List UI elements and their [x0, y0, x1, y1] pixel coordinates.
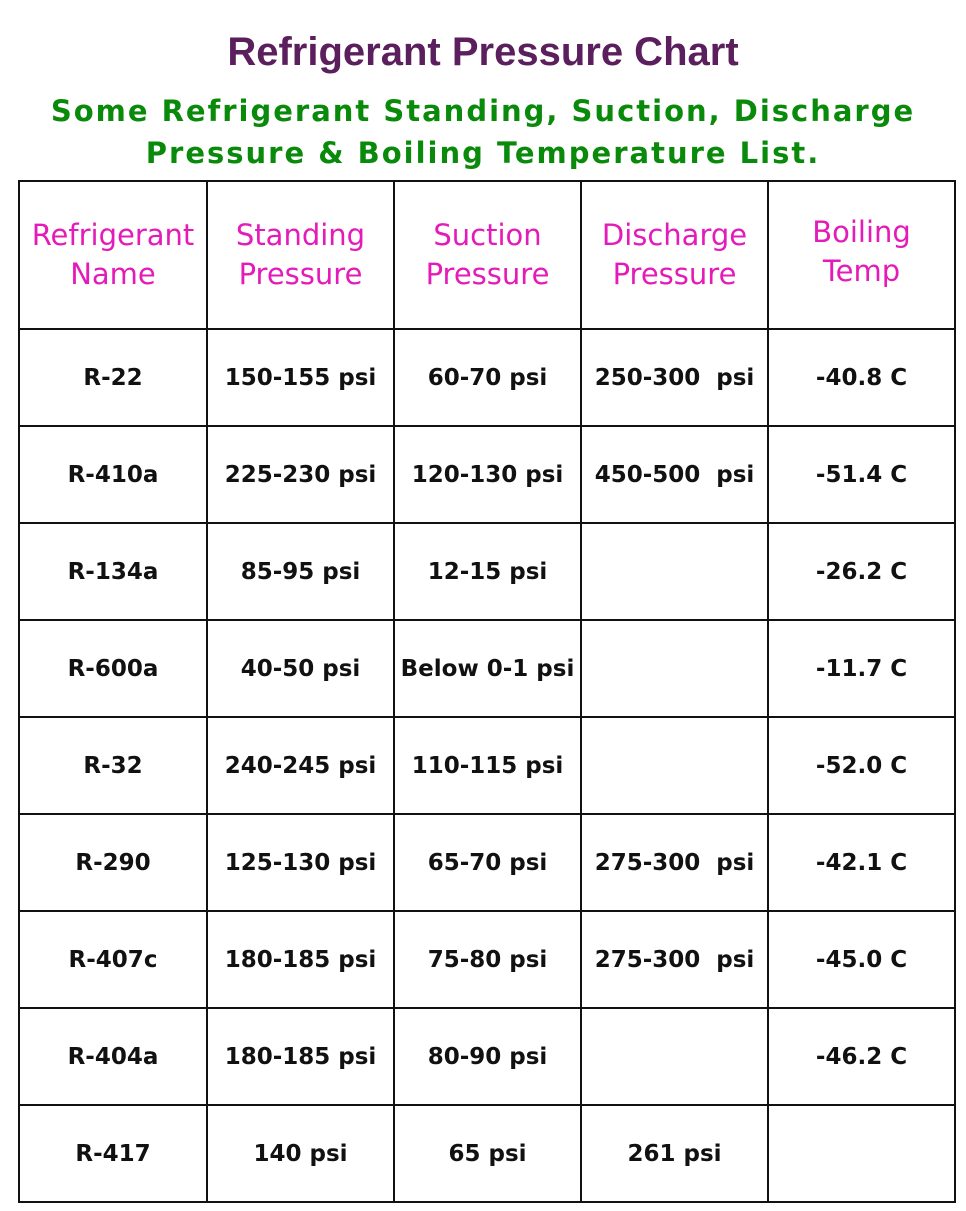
cell-name: R-417	[19, 1105, 207, 1202]
cell-suction: Below 0-1 psi	[394, 620, 581, 717]
header-line: Refrigerant	[31, 218, 195, 252]
cell-boiling: -45.0 C	[768, 911, 955, 1008]
cell-boiling: -51.4 C	[768, 426, 955, 523]
cell-discharge	[581, 523, 768, 620]
cell-boiling: -26.2 C	[768, 523, 955, 620]
subtitle-line-1: Some Refrigerant Standing, Suction, Discharge	[50, 94, 916, 128]
cell-boiling: -40.8 C	[768, 329, 955, 426]
table-row	[19, 911, 955, 1008]
subtitle-line-2: Pressure & Boiling Temperature List.	[145, 136, 821, 170]
cell-standing: 180-185 psi	[207, 1008, 394, 1105]
header-refrigerant-name	[19, 181, 207, 329]
cell-suction: 80-90 psi	[394, 1008, 581, 1105]
header-standing-pressure	[207, 181, 394, 329]
cell-suction: 110-115 psi	[394, 717, 581, 814]
table-row	[19, 523, 955, 620]
cell-standing: 140 psi	[207, 1105, 394, 1202]
table-row	[19, 426, 955, 523]
cell-name: R-410a	[19, 426, 207, 523]
cell-standing: 40-50 psi	[207, 620, 394, 717]
page-title: Refrigerant Pressure Chart	[227, 30, 739, 74]
table-row	[19, 814, 955, 911]
header-line: Pressure	[425, 257, 550, 291]
cell-discharge: 450-500 psi	[581, 426, 768, 523]
cell-standing: 225-230 psi	[207, 426, 394, 523]
cell-discharge: 261 psi	[581, 1105, 768, 1202]
cell-suction: 65 psi	[394, 1105, 581, 1202]
cell-name: R-290	[19, 814, 207, 911]
table-row	[19, 1105, 955, 1202]
cell-standing: 240-245 psi	[207, 717, 394, 814]
cell-boiling: -11.7 C	[768, 620, 955, 717]
cell-name: R-134a	[19, 523, 207, 620]
cell-discharge: 275-300 psi	[581, 814, 768, 911]
header-line: Suction	[433, 218, 542, 252]
cell-discharge	[581, 1008, 768, 1105]
table-row	[19, 620, 955, 717]
cell-standing: 125-130 psi	[207, 814, 394, 911]
header-line: Standing	[235, 218, 366, 252]
cell-name: R-404a	[19, 1008, 207, 1105]
cell-discharge: 275-300 psi	[581, 911, 768, 1008]
cell-name: R-32	[19, 717, 207, 814]
cell-boiling: -52.0 C	[768, 717, 955, 814]
page-subtitle	[0, 90, 966, 174]
header-line: Pressure	[612, 257, 737, 291]
cell-suction: 60-70 psi	[394, 329, 581, 426]
cell-suction: 12-15 psi	[394, 523, 581, 620]
header-line: Temp	[822, 254, 901, 288]
cell-boiling: -46.2 C	[768, 1008, 955, 1105]
cell-standing: 85-95 psi	[207, 523, 394, 620]
cell-boiling: -42.1 C	[768, 814, 955, 911]
header-boiling-temp	[768, 181, 955, 329]
cell-boiling	[768, 1105, 955, 1202]
table-row	[19, 717, 955, 814]
cell-suction: 75-80 psi	[394, 911, 581, 1008]
cell-standing: 180-185 psi	[207, 911, 394, 1008]
header-discharge-pressure	[581, 181, 768, 329]
cell-suction: 120-130 psi	[394, 426, 581, 523]
cell-name: R-600a	[19, 620, 207, 717]
header-line: Discharge	[601, 218, 748, 252]
cell-suction: 65-70 psi	[394, 814, 581, 911]
header-line: Boiling	[812, 215, 911, 249]
cell-discharge: 250-300 psi	[581, 329, 768, 426]
cell-discharge	[581, 717, 768, 814]
header-line: Name	[70, 257, 156, 291]
header-suction-pressure	[394, 181, 581, 329]
cell-name: R-22	[19, 329, 207, 426]
table-row	[19, 1008, 955, 1105]
cell-standing: 150-155 psi	[207, 329, 394, 426]
table-row	[19, 329, 955, 426]
header-line: Pressure	[238, 257, 363, 291]
table-header-row	[19, 181, 955, 329]
pressure-table	[18, 180, 956, 1203]
cell-discharge	[581, 620, 768, 717]
cell-name: R-407c	[19, 911, 207, 1008]
